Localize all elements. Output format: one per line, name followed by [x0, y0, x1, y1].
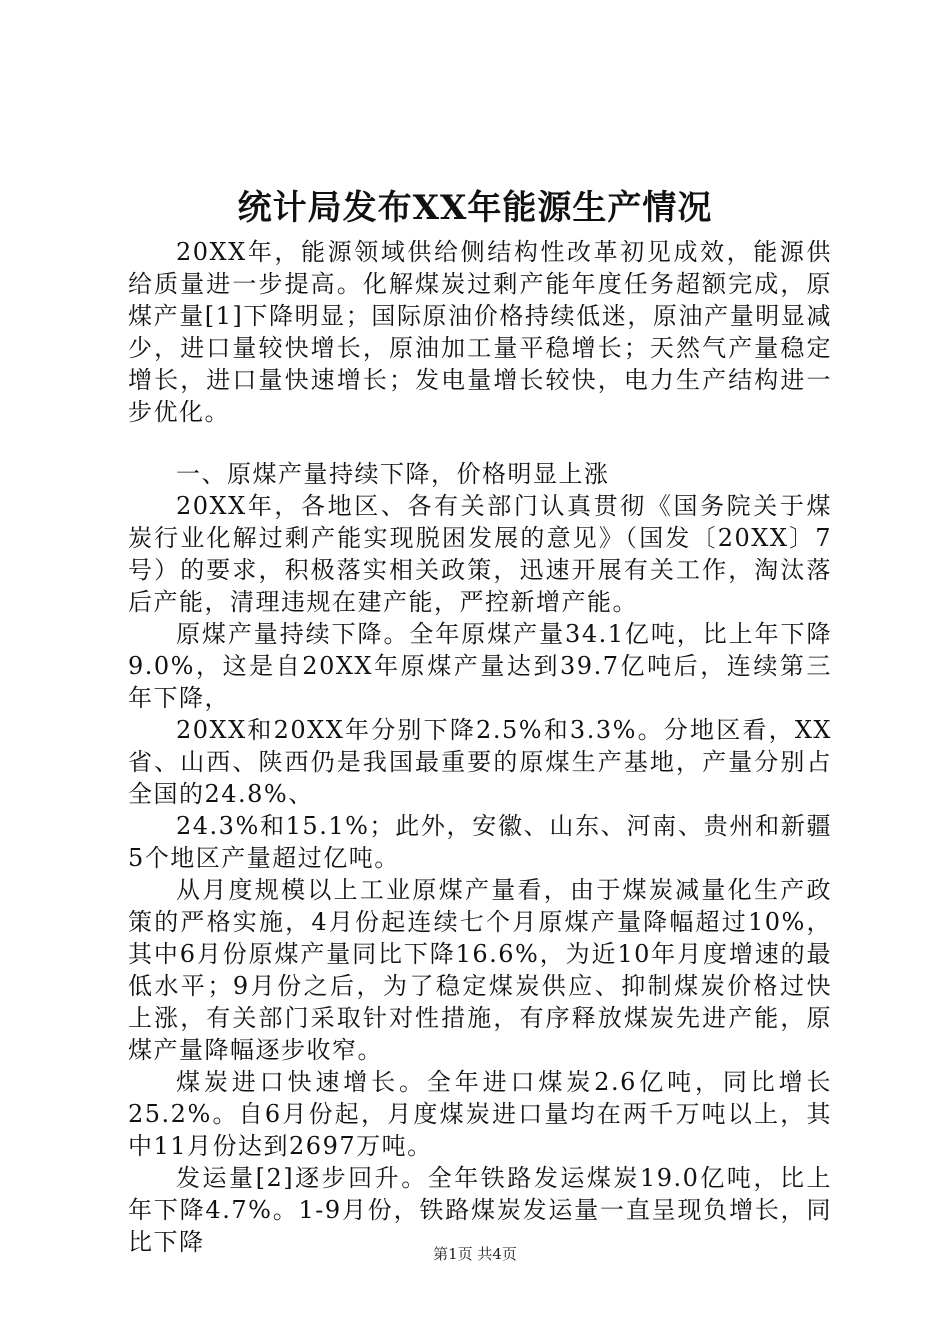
- section-heading-1: 一、原煤产量持续下降，价格明显上涨: [176, 460, 610, 488]
- paragraph-coal-regions-cont: 24.3%和15.1%；此外，安徽、山东、河南、贵州和新疆5个地区产量超过亿吨。: [128, 812, 832, 872]
- paragraph-coal-regions: 20XX和20XX年分别下降2.5%和3.3%。分地区看，XX省、山西、陕西仍是我国最重要的原煤生产基地，产量分别占全国的24.8%、: [128, 716, 832, 808]
- paragraph-intro: 20XX年，能源领域供给侧结构性改革初见成效，能源供给质量进一步提高。化解煤炭过剩产能年度任务超额完成，原煤产量[1]下降明显；国际原油价格持续低迷，原油产量明显减少，进口量较快增长，原油加工量平稳增长；天然气产量稳定增长，进口量快速增长；发电量增长较快，电力生产结构进一步优化。: [128, 238, 832, 426]
- paragraph-policy: 20XX年，各地区、各有关部门认真贯彻《国务院关于煤炭行业化解过剩产能实现脱困发展的意见》（国发〔20XX〕7号）的要求，积极落实相关政策，迅速开展有关工作，淘汰落后产能，清理违规在建产能，严控新增产能。: [128, 492, 832, 616]
- paragraph-coal-imports: 煤炭进口快速增长。全年进口煤炭2.6亿吨，同比增长25.2%。自6月份起，月度煤炭进口量均在两千万吨以上，其中11月份达到2697万吨。: [128, 1068, 832, 1160]
- paragraph-rail-shipments: 发运量[2]逐步回升。全年铁路发运煤炭19.0亿吨，比上年下降4.7%。1-9月份，铁路煤炭发运量一直呈现负增长，同比下降: [128, 1164, 832, 1256]
- document-body: [128, 236, 832, 1258]
- paragraph-monthly-output: 从月度规模以上工业原煤产量看，由于煤炭减量化生产政策的严格实施，4月份起连续七个月原煤产量降幅超过10%，其中6月份原煤产量同比下降16.6%，为近10年月度增速的最低水平；9月份之后，为了稳定煤炭供应、抑制煤炭价格过快上涨，有关部门采取针对性措施，有序释放煤炭先进产能，原煤产量降幅逐步收窄。: [128, 876, 832, 1064]
- paragraph-coal-output: 原煤产量持续下降。全年原煤产量34.1亿吨，比上年下降9.0%，这是自20XX年原煤产量达到39.7亿吨后，连续第三年下降，: [128, 620, 832, 712]
- page-footer: 第1页 共4页: [433, 1245, 517, 1263]
- document-title: 统计局发布XX年能源生产情况: [237, 188, 713, 228]
